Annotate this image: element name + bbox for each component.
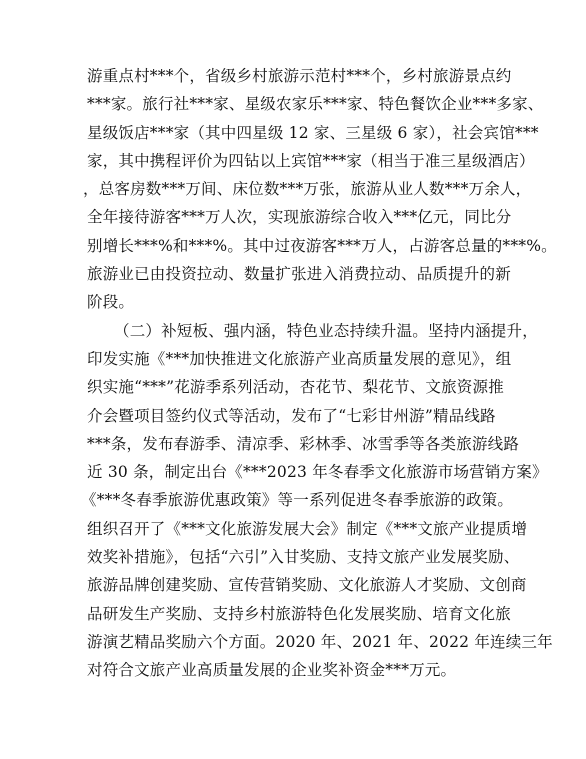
text-line: 阶段。 [87, 293, 135, 312]
text-line: 效奖补措施》，包括“六引”入甘奖励、支持文旅产业发展奖励、 [87, 548, 520, 567]
text-line: ***家。旅行社***家、星级农家乐***家、特色餐饮企业***多家、 [87, 95, 544, 114]
text-line: 介会暨项目签约仪式等活动，发布了“七彩甘州游”精品线路 [87, 406, 496, 425]
text-line: 游演艺精品奖励六个方面。2020 年、2021 年、2022 年连续三年 [87, 632, 553, 651]
text-line: ***条，发布春游季、清凉季、彩林季、冰雪季等各类旅游线路 [87, 434, 520, 453]
text-line: 近 30 条，制定出台《***2023 年冬春季文化旅游市场营销方案》 [87, 463, 548, 482]
text-line: 对符合文旅产业高质量发展的企业奖补资金***万元。 [87, 661, 457, 680]
text-line: 游重点村***个，省级乡村旅游示范村***个，乡村旅游景点约 [87, 67, 512, 85]
body-text [81, 62, 557, 685]
text-line: 旅游业已由投资拉动、数量扩张进入消费拉动、品质提升的新 [87, 265, 511, 284]
text-line: 品研发生产奖励、支持乡村旅游特色化发展奖励、培育文化旅 [87, 604, 511, 623]
text-line: 组织召开了《***文化旅游发展大会》制定《***文旅产业提质增 [87, 519, 528, 538]
section-heading-line: （二）补短板、强内涵，特色业态持续升温。坚持内涵提升， [114, 321, 538, 340]
text-line: 印发实施《***加快推进文化旅游产业高质量发展的意见》，组 [87, 349, 512, 368]
text-line: 《***冬春季旅游优惠政策》等一系列促进冬春季旅游的政策。 [81, 491, 514, 510]
text-line: 全年接待游客***万人次，实现旅游综合收入***亿元，同比分 [87, 208, 512, 227]
text-line: 旅游品牌创建奖励、宣传营销奖励、文化旅游人才奖励、文创商 [87, 576, 527, 595]
text-line: 别增长***%和***%。其中过夜游客***万人，占游客总量的***%。 [87, 236, 557, 255]
text-line: ，总客房数***万间、床位数***万张，旅游从业人数***万余人， [83, 180, 532, 199]
text-line: 家，其中携程评价为四钻以上宾馆***家（相当于准三星级酒店） [87, 151, 535, 170]
text-line: 星级饭店***家（其中四星级 12 家、三星级 6 家），社会宾馆*** [87, 123, 539, 142]
text-line: 织实施“***”花游季系列活动，杏花节、梨花节、文旅资源推 [87, 378, 504, 397]
